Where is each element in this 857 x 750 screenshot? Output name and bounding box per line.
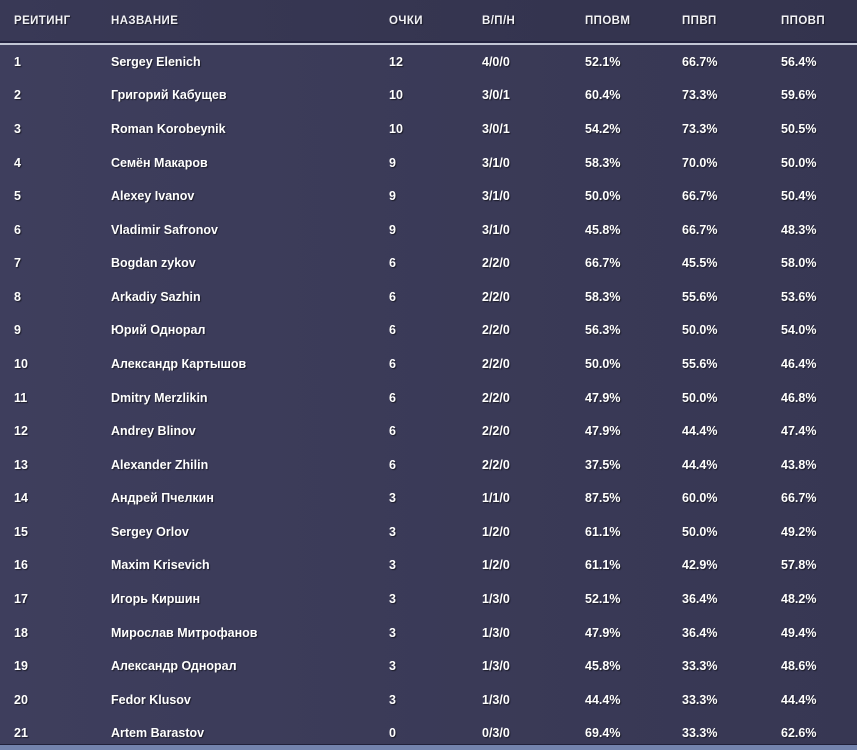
wld-cell: 1/3/0 bbox=[482, 692, 510, 707]
ppvp-cell: 66.7% bbox=[682, 222, 718, 237]
name-cell: Александр Однорал bbox=[111, 659, 237, 674]
ppovm-cell: 56.3% bbox=[585, 323, 621, 338]
table-row[interactable] bbox=[0, 649, 857, 683]
ppovm-cell: 47.9% bbox=[585, 424, 621, 439]
points-cell: 3 bbox=[389, 692, 396, 707]
wld-cell: 1/2/0 bbox=[482, 524, 510, 539]
rank-cell: 4 bbox=[14, 155, 21, 170]
points-cell: 3 bbox=[389, 659, 396, 674]
points-cell: 6 bbox=[389, 457, 396, 472]
wld-cell: 2/2/0 bbox=[482, 457, 510, 472]
name-cell: Юрий Однорал bbox=[111, 323, 206, 338]
rank-cell: 18 bbox=[14, 625, 28, 640]
rank-cell: 14 bbox=[14, 491, 28, 506]
table-row[interactable] bbox=[0, 616, 857, 650]
ppovp-cell: 48.2% bbox=[781, 592, 817, 607]
rank-cell: 10 bbox=[14, 356, 28, 371]
ppovp-cell: 44.4% bbox=[781, 692, 817, 707]
table-row[interactable] bbox=[0, 381, 857, 415]
ppovm-cell: 45.8% bbox=[585, 659, 621, 674]
name-cell: Григорий Кабущев bbox=[111, 88, 227, 103]
rank-cell: 17 bbox=[14, 592, 28, 607]
column-header-ppovp: ППОВП bbox=[781, 14, 826, 27]
ppvp-cell: 36.4% bbox=[682, 625, 718, 640]
table-row[interactable] bbox=[0, 280, 857, 314]
ppovm-cell: 50.0% bbox=[585, 189, 621, 204]
rank-cell: 1 bbox=[14, 54, 21, 69]
name-cell: Sergey Elenich bbox=[111, 54, 201, 69]
name-cell: Vladimir Safronov bbox=[111, 222, 218, 237]
ppovp-cell: 49.4% bbox=[781, 625, 817, 640]
ppvp-cell: 42.9% bbox=[682, 558, 718, 573]
ppvp-cell: 50.0% bbox=[682, 390, 718, 405]
ppvp-cell: 66.7% bbox=[682, 189, 718, 204]
table-row[interactable] bbox=[0, 549, 857, 583]
ppvp-cell: 45.5% bbox=[682, 256, 718, 271]
ppvp-cell: 50.0% bbox=[682, 524, 718, 539]
table-row[interactable] bbox=[0, 314, 857, 348]
name-cell: Bogdan zykov bbox=[111, 256, 196, 271]
ppovm-cell: 52.1% bbox=[585, 592, 621, 607]
ppovp-cell: 53.6% bbox=[781, 289, 817, 304]
rank-cell: 12 bbox=[14, 424, 28, 439]
name-cell: Maxim Krisevich bbox=[111, 558, 210, 573]
ppovm-cell: 69.4% bbox=[585, 726, 621, 741]
ppvp-cell: 73.3% bbox=[682, 88, 718, 103]
table-row[interactable] bbox=[0, 683, 857, 717]
bottom-border bbox=[0, 744, 857, 750]
ppvp-cell: 33.3% bbox=[682, 726, 718, 741]
table-row[interactable] bbox=[0, 112, 857, 146]
name-cell: Dmitry Merzlikin bbox=[111, 390, 208, 405]
column-header-wld: В/П/Н bbox=[482, 14, 516, 27]
table-row[interactable] bbox=[0, 146, 857, 180]
rank-cell: 16 bbox=[14, 558, 28, 573]
name-cell: Artem Barastov bbox=[111, 726, 205, 741]
rank-cell: 3 bbox=[14, 121, 21, 136]
rank-cell: 11 bbox=[14, 390, 28, 405]
ppovp-cell: 50.4% bbox=[781, 189, 817, 204]
rank-cell: 20 bbox=[14, 692, 28, 707]
ppovp-cell: 56.4% bbox=[781, 54, 817, 69]
ppvp-cell: 55.6% bbox=[682, 289, 718, 304]
ppovp-cell: 46.4% bbox=[781, 356, 817, 371]
name-cell: Александр Картышов bbox=[111, 356, 247, 371]
ppovm-cell: 66.7% bbox=[585, 256, 621, 271]
name-cell: Andrey Blinov bbox=[111, 424, 196, 439]
ppvp-cell: 66.7% bbox=[682, 54, 718, 69]
points-cell: 6 bbox=[389, 289, 396, 304]
ppvp-cell: 36.4% bbox=[682, 592, 718, 607]
ppovm-cell: 37.5% bbox=[585, 457, 621, 472]
ppovm-cell: 47.9% bbox=[585, 390, 621, 405]
rank-cell: 13 bbox=[14, 457, 28, 472]
rank-cell: 2 bbox=[14, 88, 21, 103]
wld-cell: 2/2/0 bbox=[482, 256, 510, 271]
points-cell: 10 bbox=[389, 121, 403, 136]
points-cell: 6 bbox=[389, 390, 396, 405]
table-row[interactable] bbox=[0, 448, 857, 482]
rank-cell: 19 bbox=[14, 659, 28, 674]
ppvp-cell: 44.4% bbox=[682, 424, 718, 439]
points-cell: 3 bbox=[389, 592, 396, 607]
name-cell: Alexey Ivanov bbox=[111, 189, 195, 204]
table-row[interactable] bbox=[0, 179, 857, 213]
table-row[interactable] bbox=[0, 45, 857, 79]
rank-cell: 8 bbox=[14, 289, 21, 304]
ppovm-cell: 61.1% bbox=[585, 558, 621, 573]
ppovm-cell: 58.3% bbox=[585, 289, 621, 304]
name-cell: Arkadiy Sazhin bbox=[111, 289, 201, 304]
points-cell: 6 bbox=[389, 256, 396, 271]
ppovp-cell: 62.6% bbox=[781, 726, 817, 741]
wld-cell: 4/0/0 bbox=[482, 54, 510, 69]
points-cell: 3 bbox=[389, 625, 396, 640]
name-cell: Игорь Киршин bbox=[111, 592, 201, 607]
ppovp-cell: 46.8% bbox=[781, 390, 817, 405]
ppovp-cell: 48.6% bbox=[781, 659, 817, 674]
table-body bbox=[0, 45, 857, 750]
wld-cell: 3/1/0 bbox=[482, 155, 510, 170]
ppovm-cell: 61.1% bbox=[585, 524, 621, 539]
ppvp-cell: 60.0% bbox=[682, 491, 718, 506]
column-header-points: ОЧКИ bbox=[389, 14, 423, 27]
ppovm-cell: 54.2% bbox=[585, 121, 621, 136]
ppovp-cell: 57.8% bbox=[781, 558, 817, 573]
wld-cell: 1/3/0 bbox=[482, 625, 510, 640]
points-cell: 12 bbox=[389, 54, 403, 69]
points-cell: 3 bbox=[389, 558, 396, 573]
name-cell: Fedor Klusov bbox=[111, 692, 191, 707]
name-cell: Alexander Zhilin bbox=[111, 457, 209, 472]
wld-cell: 3/1/0 bbox=[482, 222, 510, 237]
rank-cell: 5 bbox=[14, 189, 21, 204]
ppvp-cell: 73.3% bbox=[682, 121, 718, 136]
column-header-ppovm: ППОВМ bbox=[585, 14, 631, 27]
points-cell: 3 bbox=[389, 491, 396, 506]
points-cell: 9 bbox=[389, 189, 396, 204]
ppovp-cell: 50.0% bbox=[781, 155, 817, 170]
ppovm-cell: 87.5% bbox=[585, 491, 621, 506]
rank-cell: 9 bbox=[14, 323, 21, 338]
ppovp-cell: 59.6% bbox=[781, 88, 817, 103]
points-cell: 3 bbox=[389, 524, 396, 539]
wld-cell: 1/1/0 bbox=[482, 491, 510, 506]
points-cell: 9 bbox=[389, 155, 396, 170]
ppovm-cell: 50.0% bbox=[585, 356, 621, 371]
points-cell: 9 bbox=[389, 222, 396, 237]
table-row[interactable] bbox=[0, 414, 857, 448]
column-header-name: НАЗВАНИЕ bbox=[111, 14, 179, 27]
ppovm-cell: 58.3% bbox=[585, 155, 621, 170]
points-cell: 6 bbox=[389, 356, 396, 371]
wld-cell: 2/2/0 bbox=[482, 424, 510, 439]
ppvp-cell: 33.3% bbox=[682, 692, 718, 707]
ppvp-cell: 55.6% bbox=[682, 356, 718, 371]
ppovp-cell: 58.0% bbox=[781, 256, 817, 271]
ppvp-cell: 44.4% bbox=[682, 457, 718, 472]
rank-cell: 7 bbox=[14, 256, 21, 271]
table-row[interactable] bbox=[0, 515, 857, 549]
points-cell: 10 bbox=[389, 88, 403, 103]
wld-cell: 3/0/1 bbox=[482, 121, 510, 136]
rank-cell: 15 bbox=[14, 524, 28, 539]
name-cell: Roman Korobeynik bbox=[111, 121, 226, 136]
ppovm-cell: 45.8% bbox=[585, 222, 621, 237]
column-header-rating: РЕЙТИНГ bbox=[14, 14, 71, 27]
table-row[interactable] bbox=[0, 79, 857, 113]
ppovp-cell: 54.0% bbox=[781, 323, 817, 338]
table-header-row bbox=[0, 0, 857, 41]
points-cell: 6 bbox=[389, 323, 396, 338]
wld-cell: 1/3/0 bbox=[482, 592, 510, 607]
wld-cell: 0/3/0 bbox=[482, 726, 510, 741]
ppovm-cell: 44.4% bbox=[585, 692, 621, 707]
table-row[interactable] bbox=[0, 246, 857, 280]
wld-cell: 2/2/0 bbox=[482, 323, 510, 338]
ppovp-cell: 49.2% bbox=[781, 524, 817, 539]
wld-cell: 1/2/0 bbox=[482, 558, 510, 573]
wld-cell: 2/2/0 bbox=[482, 390, 510, 405]
ppovp-cell: 66.7% bbox=[781, 491, 817, 506]
wld-cell: 3/1/0 bbox=[482, 189, 510, 204]
table-row[interactable] bbox=[0, 213, 857, 247]
wld-cell: 2/2/0 bbox=[482, 356, 510, 371]
rank-cell: 6 bbox=[14, 222, 21, 237]
ppovm-cell: 60.4% bbox=[585, 88, 621, 103]
ppvp-cell: 33.3% bbox=[682, 659, 718, 674]
wld-cell: 2/2/0 bbox=[482, 289, 510, 304]
column-header-ppvp: ППВП bbox=[682, 14, 717, 27]
ppovm-cell: 52.1% bbox=[585, 54, 621, 69]
table-row[interactable] bbox=[0, 582, 857, 616]
ppvp-cell: 50.0% bbox=[682, 323, 718, 338]
table-row[interactable] bbox=[0, 347, 857, 381]
name-cell: Андрей Пчелкин bbox=[111, 491, 214, 506]
name-cell: Семён Макаров bbox=[111, 155, 208, 170]
ppovp-cell: 47.4% bbox=[781, 424, 817, 439]
points-cell: 6 bbox=[389, 424, 396, 439]
wld-cell: 1/3/0 bbox=[482, 659, 510, 674]
ppovp-cell: 50.5% bbox=[781, 121, 817, 136]
wld-cell: 3/0/1 bbox=[482, 88, 510, 103]
rank-cell: 21 bbox=[14, 726, 28, 741]
name-cell: Мирослав Митрофанов bbox=[111, 625, 258, 640]
points-cell: 0 bbox=[389, 726, 396, 741]
ppovm-cell: 47.9% bbox=[585, 625, 621, 640]
ppovp-cell: 43.8% bbox=[781, 457, 817, 472]
name-cell: Sergey Orlov bbox=[111, 524, 189, 539]
ppovp-cell: 48.3% bbox=[781, 222, 817, 237]
table-row[interactable] bbox=[0, 482, 857, 516]
ppvp-cell: 70.0% bbox=[682, 155, 718, 170]
